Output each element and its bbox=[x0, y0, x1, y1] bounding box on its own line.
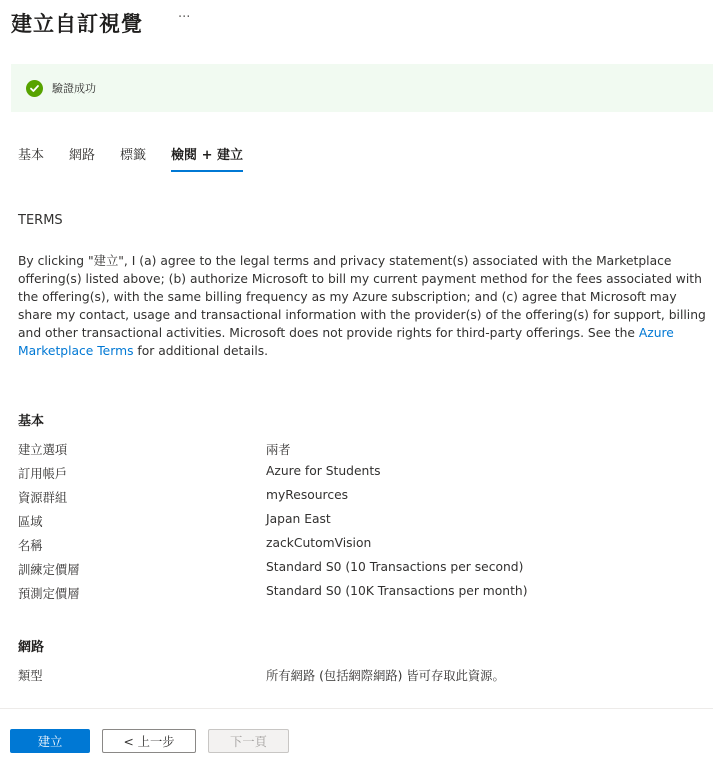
summary-row-network-type bbox=[18, 666, 708, 686]
validation-message: 驗證成功 bbox=[52, 82, 96, 95]
tab-tags[interactable]: 標籤 bbox=[120, 148, 147, 163]
previous-button[interactable]: < 上一步 bbox=[102, 729, 196, 753]
row-label: 類型 bbox=[18, 669, 43, 683]
row-label: 建立選項 bbox=[18, 443, 68, 457]
row-value: 兩者 bbox=[266, 443, 291, 457]
check-circle-icon bbox=[26, 80, 43, 97]
basics-section-heading: 基本 bbox=[18, 414, 45, 429]
marketplace-terms-link[interactable]: Azure Marketplace Terms bbox=[18, 326, 674, 358]
summary-row-create-option bbox=[18, 440, 708, 460]
create-button[interactable]: 建立 bbox=[10, 729, 90, 753]
next-button[interactable]: 下一頁 bbox=[208, 729, 289, 753]
tab-review-create[interactable]: 檢閱 + 建立 bbox=[171, 144, 243, 172]
summary-row-subscription bbox=[18, 464, 708, 484]
row-value: 所有網路 (包括網際網路) 皆可存取此資源。 bbox=[266, 669, 505, 683]
summary-row-name bbox=[18, 536, 708, 556]
row-value: Japan East bbox=[266, 512, 331, 526]
more-options-button[interactable]: ··· bbox=[178, 10, 191, 25]
summary-row-prediction-tier bbox=[18, 584, 708, 604]
terms-text-part2: for additional details. bbox=[133, 344, 269, 358]
summary-row-region bbox=[18, 512, 708, 532]
row-label: 資源群組 bbox=[18, 491, 68, 505]
summary-row-training-tier bbox=[18, 560, 708, 580]
network-section-heading: 網路 bbox=[18, 640, 45, 655]
page-title: 建立自訂視覺 bbox=[11, 12, 143, 36]
tab-basics[interactable]: 基本 bbox=[18, 148, 45, 163]
wizard-tabs bbox=[18, 144, 268, 172]
row-label: 區域 bbox=[18, 515, 43, 529]
row-label: 訓練定價層 bbox=[18, 563, 80, 577]
row-label: 名稱 bbox=[18, 539, 43, 553]
tab-network[interactable]: 網路 bbox=[69, 148, 96, 163]
row-value: Azure for Students bbox=[266, 464, 381, 478]
row-value: zackCutomVision bbox=[266, 536, 372, 550]
summary-row-resource-group bbox=[18, 488, 708, 508]
row-value: Standard S0 (10 Transactions per second) bbox=[266, 560, 524, 574]
terms-text bbox=[18, 252, 708, 360]
validation-success-banner bbox=[11, 64, 713, 112]
row-label: 訂用帳戶 bbox=[18, 467, 68, 481]
row-value: Standard S0 (10K Transactions per month) bbox=[266, 584, 528, 598]
row-label: 預測定價層 bbox=[18, 587, 80, 601]
terms-heading: TERMS bbox=[18, 213, 63, 228]
terms-text-part1: By clicking "建立", I (a) agree to the legal terms and privacy statement(s) associated with the Marketplace offering(s) listed above; (b) authorize Microsoft to bill my current payment method for the fees associated with the offering(s), with the same billing frequency as my Azure subscription; and (c) agree that Microsoft may share my contact, usage and transactional information with the provider(s) of the offering(s) for support, billing and other transactional activities. Microsoft does not provide rights for third-party offerings. See the bbox=[18, 254, 706, 340]
footer-divider bbox=[0, 708, 713, 709]
row-value: myResources bbox=[266, 488, 349, 502]
